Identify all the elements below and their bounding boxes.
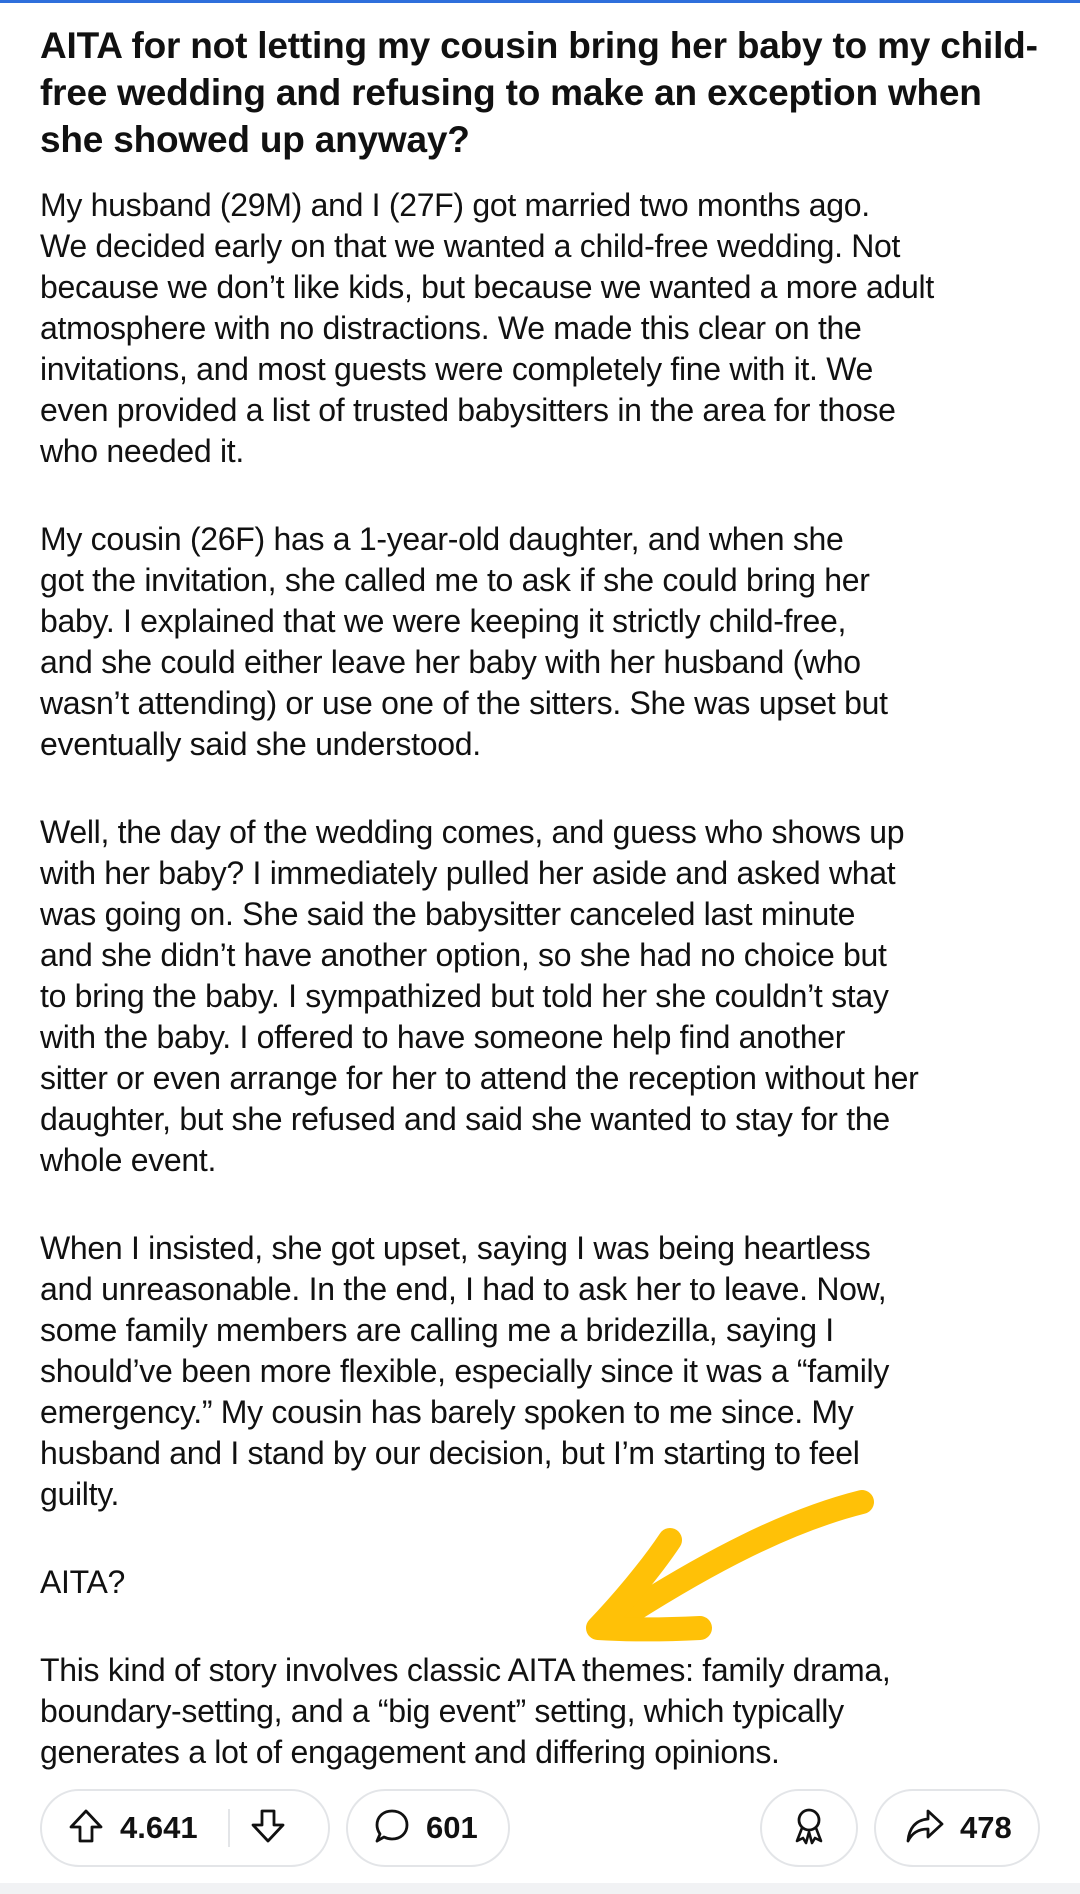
upvote-icon[interactable] xyxy=(66,1806,106,1851)
post xyxy=(40,22,1050,1773)
bottom-divider xyxy=(0,1883,1080,1894)
post-paragraph: AITA? xyxy=(40,1564,126,1600)
post-paragraph: This kind of story involves classic AITA themes: family drama, boundary-setting, and a “big event” setting, which typically generates a lot of engagement and differing opinions. xyxy=(40,1652,891,1770)
post-action-bar xyxy=(40,1789,1040,1869)
share-count: 478 xyxy=(960,1810,1012,1845)
share-icon xyxy=(904,1805,946,1852)
award-button[interactable] xyxy=(760,1789,858,1867)
post-body xyxy=(40,185,1050,1773)
post-paragraph: My cousin (26F) has a 1-year-old daughter, and when she got the invitation, she called me to ask if she could bring her baby. I explained that we were keeping it strictly child-free, and she could either leave her baby with her husband (who wasn’t attending) or use one of the sitters. She was upset but eventually said she understood. xyxy=(40,521,888,762)
award-icon xyxy=(788,1805,830,1852)
post-title: AITA for not letting my cousin bring her baby to my child-free wedding and refusing to make an exception when she showed up anyway? xyxy=(40,25,1038,160)
top-progress-bar xyxy=(0,0,1080,3)
post-paragraph: Well, the day of the wedding comes, and guess who shows up with her baby? I immediately pulled her aside and asked what was going on. She said the babysitter canceled last minute and she didn’t have another option, so she had no choice but to bring the baby. I sympathized but told her she couldn’t stay with the baby. I offered to have someone help find another sitter or even arrange for her to attend the reception without her daughter, but she refused and said she wanted to stay for the whole event. xyxy=(40,814,919,1178)
comment-count: 601 xyxy=(426,1810,478,1845)
downvote-icon[interactable] xyxy=(248,1806,288,1851)
vote-bar xyxy=(40,1789,330,1867)
share-button[interactable] xyxy=(874,1789,1040,1867)
upvote-count: 4.641 xyxy=(120,1810,198,1845)
vote-divider xyxy=(228,1809,230,1847)
comments-button[interactable] xyxy=(346,1789,510,1867)
annotation-arrow-icon xyxy=(560,1480,890,1650)
post-paragraph: When I insisted, she got upset, saying I was being heartless and unreasonable. In the end, I had to ask her to leave. Now, some family members are calling me a bridezilla, saying I should’ve been more flexible, especially since it was a “family emergency.” My cousin has barely spoken to me since. My husband and I stand by our decision, but I’m starting to feel guilty. xyxy=(40,1230,890,1512)
comment-icon xyxy=(372,1806,412,1851)
post-paragraph: My husband (29M) and I (27F) got married two months ago. We decided early on that we wanted a child-free wedding. Not because we don’t like kids, but because we wanted a more adult atmosphere with no distractions. We made this clear on the invitations, and most guests were completely fine with it. We even provided a list of trusted babysitters in the area for those who needed it. xyxy=(40,187,934,469)
